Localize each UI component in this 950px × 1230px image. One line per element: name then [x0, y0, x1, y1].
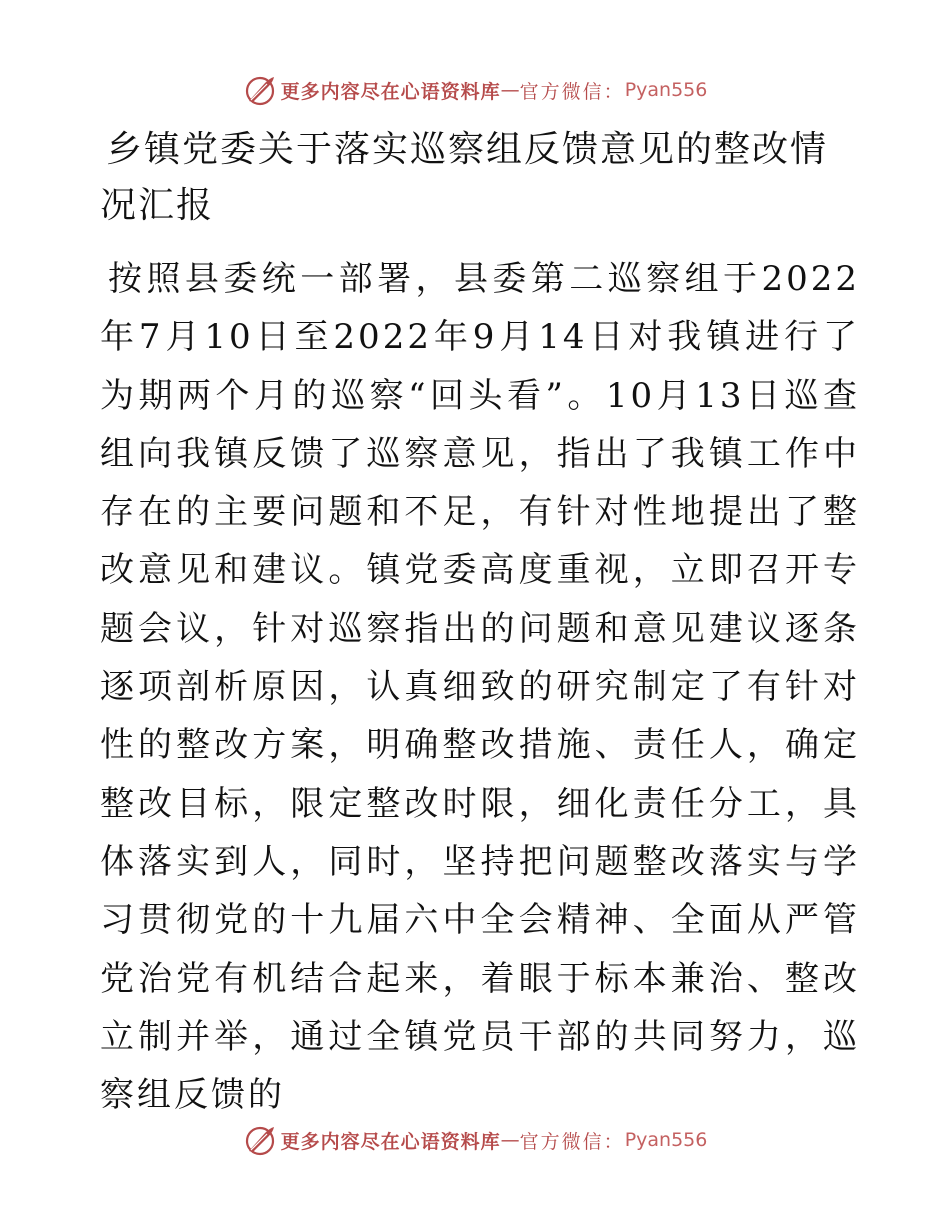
- watermark-wechat-id: Pyan556: [624, 1129, 708, 1151]
- watermark-brand-text: 更多内容尽在心语资料库: [280, 80, 501, 103]
- header-watermark: [0, 70, 950, 110]
- quill-logo-icon: [243, 73, 277, 107]
- watermark-wechat-id: Pyan556: [624, 79, 708, 101]
- watermark-brand-text: 更多内容尽在心语资料库: [280, 1130, 501, 1153]
- quill-logo-icon: [243, 1123, 277, 1157]
- footer-watermark: [0, 1120, 950, 1160]
- watermark-official-label: 官方微信：: [519, 80, 625, 103]
- watermark-official-label: 官方微信：: [519, 1130, 625, 1153]
- document-body-paragraph: 按照县委统一部署，县委第二巡察组于2022年7月10日至2022年9月14日对我镇进行了为期两个月的巡察“回头看”。10月13日巡查组向我镇反馈了巡察意见，指出了我镇工作中存在的主要问题和不足，有针对性地提出了整改意见和建议。镇党委高度重视，立即召开专题会议，针对巡察指出的问题和意见建议逐条逐项剖析原因，认真细致的研究制定了有针对性的整改方案，明确整改措施、责任人，确定整改目标，限定整改时限，细化责任分工，具体落实到人，同时，坚持把问题整改落实与学习贯彻党的十九届六中全会精神、全面从严管党治党有机结合起来，着眼于标本兼治、整改立制并举，通过全镇党员干部的共同努力，巡察组反馈的: [100, 259, 860, 1116]
- watermark-dash: —: [500, 1129, 520, 1151]
- document-title: 乡镇党委关于落实巡察组反馈意见的整改情况汇报: [100, 129, 829, 226]
- watermark-dash: —: [500, 79, 520, 101]
